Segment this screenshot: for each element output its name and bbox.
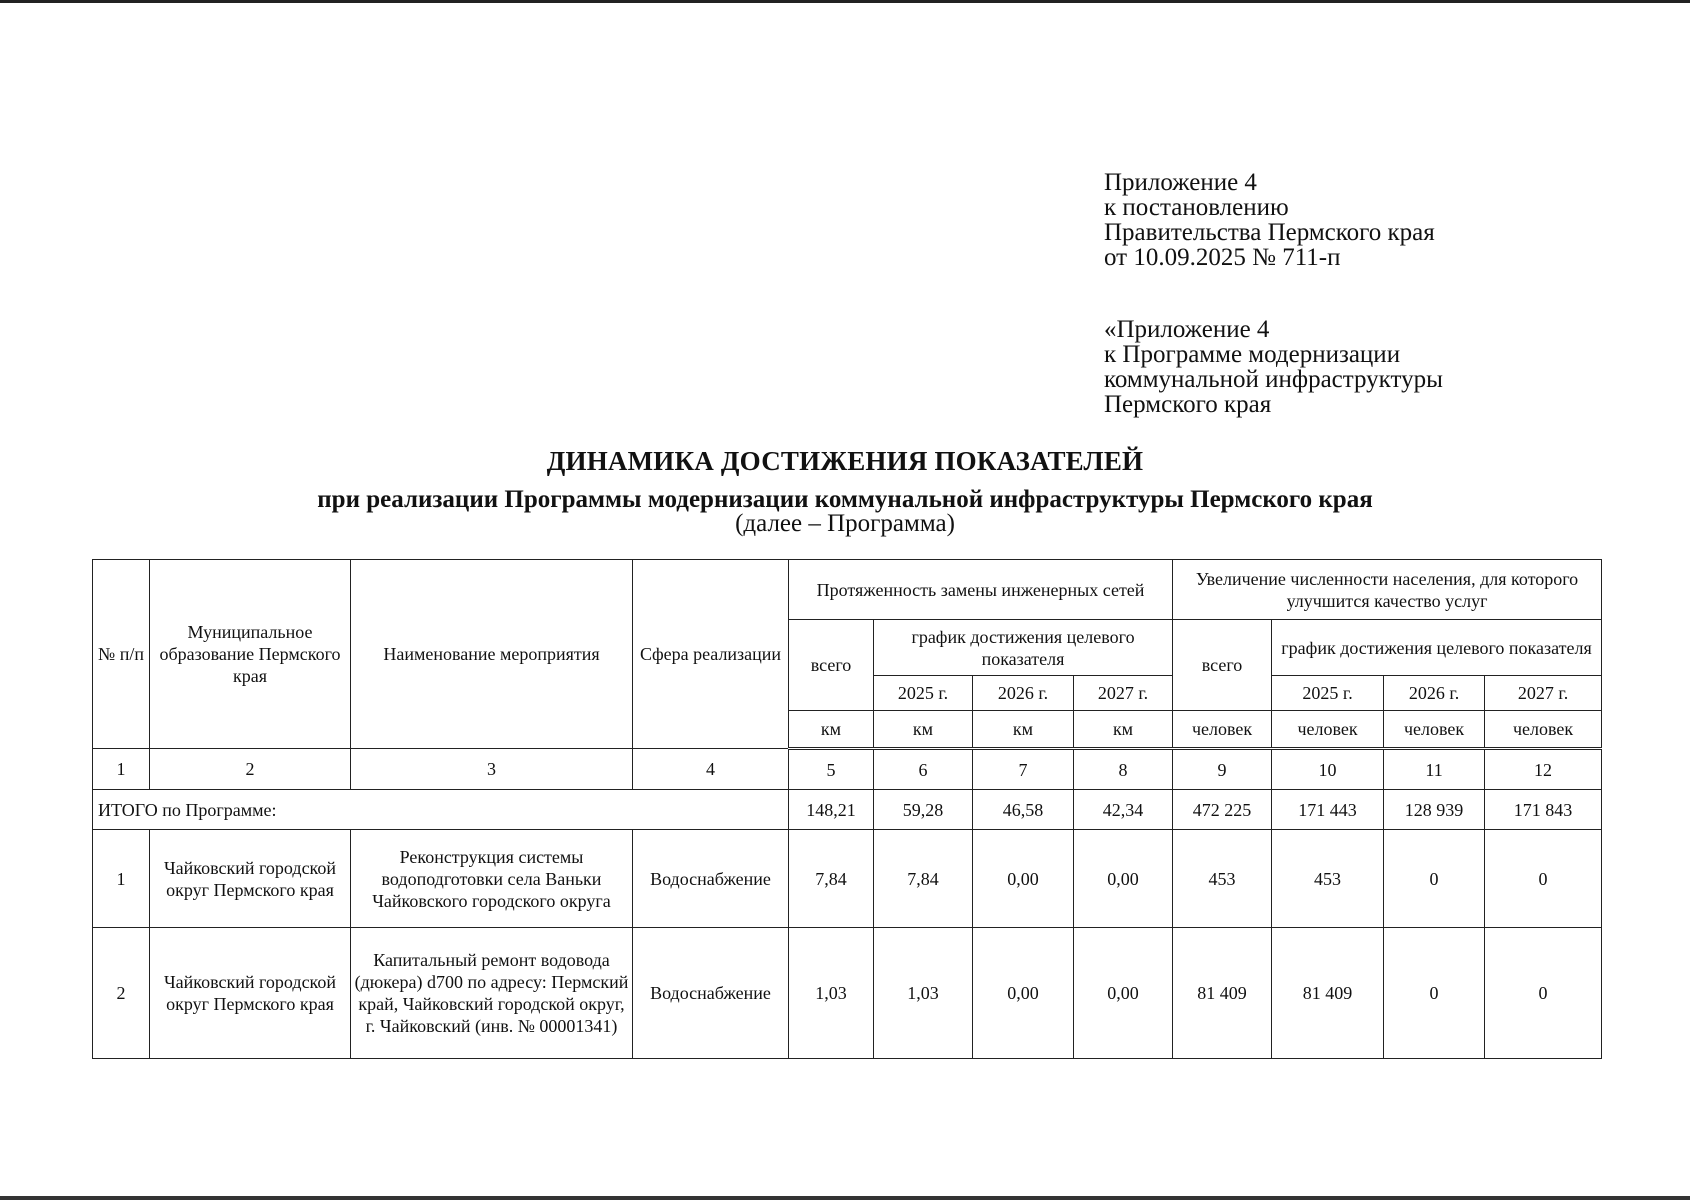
row-value: 0 xyxy=(1485,830,1602,928)
header-event: Наименование мероприятия xyxy=(351,560,633,749)
row-value: 0 xyxy=(1485,928,1602,1059)
row-value: 81 409 xyxy=(1272,928,1384,1059)
column-number: 1 xyxy=(93,749,150,790)
row-value: 0,00 xyxy=(973,830,1074,928)
header-row xyxy=(93,560,1602,620)
unit-km: км xyxy=(874,711,973,749)
column-number: 2 xyxy=(150,749,351,790)
total-value: 42,34 xyxy=(1074,790,1173,830)
row-value: 1,03 xyxy=(874,928,973,1059)
total-value: 171 843 xyxy=(1485,790,1602,830)
header-population-total: всего xyxy=(1173,620,1272,711)
total-row xyxy=(93,790,1602,830)
unit-people: человек xyxy=(1272,711,1384,749)
column-number: 4 xyxy=(633,749,789,790)
header-year-2027: 2027 г. xyxy=(1485,676,1602,711)
header-length-schedule: график достижения целевого показателя xyxy=(874,620,1173,676)
column-number: 12 xyxy=(1485,749,1602,790)
header-population-group: Увеличение численности населения, для которого улучшится качество услуг xyxy=(1173,560,1602,620)
row-event: Реконструкция системы водоподготовки села Ваньки Чайковского городского округа xyxy=(351,830,633,928)
document-subtitle-note: (далее – Программа) xyxy=(735,510,955,537)
appendix-quote-line: Пермского края xyxy=(1104,391,1272,418)
column-number: 6 xyxy=(874,749,973,790)
total-value: 171 443 xyxy=(1272,790,1384,830)
row-value: 0,00 xyxy=(1074,928,1173,1059)
document-title: ДИНАМИКА ДОСТИЖЕНИЯ ПОКАЗАТЕЛЕЙ xyxy=(546,446,1144,476)
scan-bottom-edge xyxy=(0,1196,1690,1200)
unit-km: км xyxy=(973,711,1074,749)
unit-km: км xyxy=(789,711,874,749)
row-value: 453 xyxy=(1173,830,1272,928)
header-year-2025: 2025 г. xyxy=(1272,676,1384,711)
table-row xyxy=(93,830,1602,928)
row-value: 81 409 xyxy=(1173,928,1272,1059)
header-sphere: Сфера реализации xyxy=(633,560,789,749)
total-value: 472 225 xyxy=(1173,790,1272,830)
appendix-line: к постановлению xyxy=(1104,194,1289,221)
row-event: Капитальный ремонт водовода (дюкера) d700 по адресу: Пермский край, Чайковский городской округ, г. Чайковский (инв. № 00001341) xyxy=(351,928,633,1059)
unit-people: человек xyxy=(1384,711,1485,749)
column-number: 8 xyxy=(1074,749,1173,790)
column-number: 9 xyxy=(1173,749,1272,790)
row-municipality: Чайковский городской округ Пермского края xyxy=(150,830,351,928)
row-sphere: Водоснабжение xyxy=(633,928,789,1059)
row-sphere: Водоснабжение xyxy=(633,830,789,928)
appendix-quote-block xyxy=(1104,317,1443,417)
total-value: 148,21 xyxy=(789,790,874,830)
total-value: 59,28 xyxy=(874,790,973,830)
row-value: 7,84 xyxy=(874,830,973,928)
unit-km: км xyxy=(1074,711,1173,749)
header-year-2027: 2027 г. xyxy=(1074,676,1173,711)
appendix-quote-line: коммунальной инфраструктуры xyxy=(1104,366,1443,393)
appendix-line: Приложение 4 xyxy=(1104,169,1257,196)
row-value: 0 xyxy=(1384,928,1485,1059)
header-num: № п/п xyxy=(93,560,150,749)
header-length-group: Протяженность замены инженерных сетей xyxy=(789,560,1173,620)
unit-people: человек xyxy=(1173,711,1272,749)
appendix-line: Правительства Пермского края xyxy=(1104,219,1435,246)
column-number: 10 xyxy=(1272,749,1384,790)
total-label: ИТОГО по Программе: xyxy=(93,790,789,830)
total-value: 128 939 xyxy=(1384,790,1485,830)
header-municipality: Муниципальное образование Пермского края xyxy=(150,560,351,749)
row-value: 0,00 xyxy=(973,928,1074,1059)
column-number: 3 xyxy=(351,749,633,790)
row-value: 1,03 xyxy=(789,928,874,1059)
header-length-total: всего xyxy=(789,620,874,711)
scan-top-edge xyxy=(0,0,1690,3)
table-row xyxy=(93,928,1602,1059)
row-value: 0,00 xyxy=(1074,830,1173,928)
appendix-quote-line: «Приложение 4 xyxy=(1104,316,1270,343)
row-num: 2 xyxy=(93,928,150,1059)
row-municipality: Чайковский городской округ Пермского края xyxy=(150,928,351,1059)
appendix-quote-line: к Программе модернизации xyxy=(1104,341,1401,368)
appendix-block xyxy=(1104,170,1435,270)
header-population-schedule: график достижения целевого показателя xyxy=(1272,620,1602,676)
row-value: 7,84 xyxy=(789,830,874,928)
row-num: 1 xyxy=(93,830,150,928)
row-value: 453 xyxy=(1272,830,1384,928)
header-year-2025: 2025 г. xyxy=(874,676,973,711)
document-subtitle: при реализации Программы модернизации коммунальной инфраструктуры Пермского края xyxy=(317,486,1373,513)
indicators-table xyxy=(92,559,1602,1059)
column-number: 5 xyxy=(789,749,874,790)
appendix-line: от 10.09.2025 № 711-п xyxy=(1104,244,1341,271)
column-numbers-row xyxy=(93,749,1602,790)
total-value: 46,58 xyxy=(973,790,1074,830)
row-value: 0 xyxy=(1384,830,1485,928)
header-year-2026: 2026 г. xyxy=(973,676,1074,711)
column-number: 7 xyxy=(973,749,1074,790)
header-year-2026: 2026 г. xyxy=(1384,676,1485,711)
column-number: 11 xyxy=(1384,749,1485,790)
unit-people: человек xyxy=(1485,711,1602,749)
